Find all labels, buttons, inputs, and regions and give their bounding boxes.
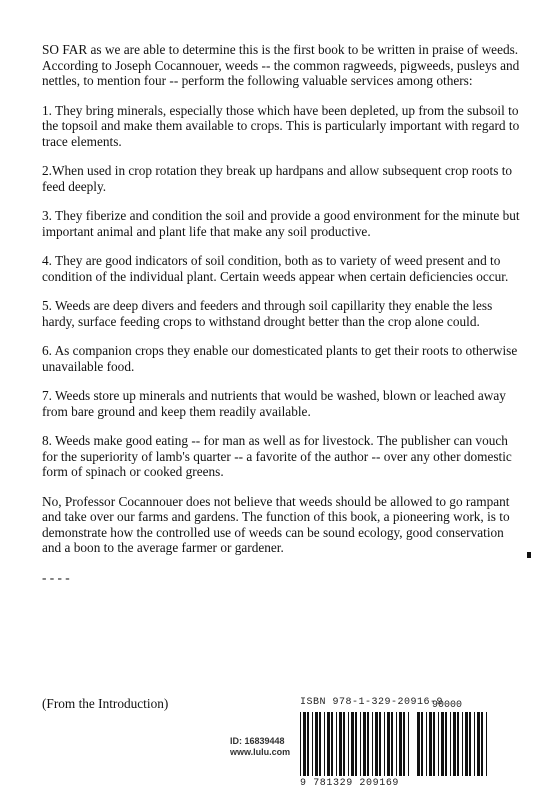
source-note: (From the Introduction) <box>42 696 169 711</box>
barcode-stripe <box>481 712 483 776</box>
publisher-info <box>230 736 290 758</box>
paragraph-3: 3. They fiberize and condition the soil and provide a good environment for the minute but important animal and plant life that make any soil productive. <box>42 208 520 239</box>
barcode-stripe <box>339 712 342 776</box>
barcode-stripe <box>462 712 463 776</box>
barcode-stripe <box>417 712 420 776</box>
barcode-stripe <box>403 712 405 776</box>
barcode-stripe <box>450 712 451 776</box>
paragraph-6: 6. As companion crops they enable our domesticated plants to get their roots to otherwise unavailable food. <box>42 343 518 374</box>
paragraph-5: 5. Weeds are deep divers and feeders and through soil capillarity they enable the less hardy, surface feeding crops to withstand drought better than the crop alone could. <box>42 298 493 329</box>
paragraph-1: 1. They bring minerals, especially those which have been depleted, up from the subsoil to the topsoil and make them available to crops. This is particularly important with regard to trace elements. <box>42 102 520 149</box>
barcode-stripe <box>384 712 385 776</box>
barcode-stripe <box>445 712 447 776</box>
barcode-stripe <box>355 712 357 776</box>
isbn-label: ISBN 978-1-329-20916-9 <box>300 697 444 708</box>
paragraph-2: 2.When used in crop rotation they break up hardpans and allow subsequent crop roots to feed deeply. <box>42 163 513 194</box>
barcode-stripe <box>307 712 309 776</box>
barcode-stripe <box>315 712 318 776</box>
barcode-stripe <box>399 712 402 776</box>
barcode-stripe <box>438 712 439 776</box>
barcode-stripe <box>324 712 325 776</box>
blurb-text <box>42 42 520 617</box>
barcode-stripe <box>351 712 354 776</box>
barcode-stripe <box>426 712 427 776</box>
separator: - - - - <box>42 569 70 585</box>
barcode-stripe <box>312 712 313 776</box>
barcode-stripe <box>474 712 475 776</box>
barcode-stripe <box>375 712 378 776</box>
barcode-stripe <box>367 712 369 776</box>
barcode-stripe <box>343 712 345 776</box>
barcode-stripe <box>429 712 432 776</box>
barcode-stripe <box>303 712 306 776</box>
lulu-id: ID: 16839448 <box>230 736 285 746</box>
crop-mark <box>527 552 531 558</box>
lulu-url: www.lulu.com <box>230 747 291 757</box>
barcode-stripe <box>477 712 480 776</box>
price-barcode-icon <box>417 712 489 776</box>
isbn-barcode-icon <box>300 712 412 776</box>
paragraph-closing: No, Professor Cocannouer does not believe that weeds should be allowed to go rampant and take over our farms and gardens. The function of this book, a pioneering work, is to demonstrate how the controlled use of weeds can be sound ecology, good conservation and a boon to the average farmer or gardener. <box>42 493 510 555</box>
barcode-stripe <box>363 712 366 776</box>
barcode-stripe <box>360 712 361 776</box>
barcode-stripe <box>327 712 330 776</box>
barcode-stripe <box>391 712 393 776</box>
barcode-stripe <box>469 712 471 776</box>
barcode-stripe <box>331 712 333 776</box>
barcode-stripe <box>300 712 301 776</box>
barcode-stripe <box>379 712 381 776</box>
barcode-stripe <box>348 712 349 776</box>
barcode-stripe <box>396 712 397 776</box>
paragraph-4: 4. They are good indicators of soil condition, both as to variety of weed present and to condition of the individual plant. Certain weeds appear when certain deficiencies occur. <box>42 253 509 284</box>
barcode-stripe <box>441 712 444 776</box>
price-code: 90000 <box>432 700 463 711</box>
barcode-stripe <box>336 712 337 776</box>
barcode-stripe <box>408 712 409 776</box>
paragraph-8: 8. Weeds make good eating -- for man as well as for livestock. The publisher can vouch for the superiority of lamb's quarter -- a favorite of the author -- over any other domestic form of spinach or cooked greens. <box>42 433 512 479</box>
paragraph-intro: SO FAR as we are able to determine this is the first book to be written in praise of weeds. According to Joseph Cocannouer, weeds -- the common ragweeds, pigweeds, pusleys and nettles, to mention four -- perform the following valuable services among others: <box>42 42 520 88</box>
barcode-stripe <box>387 712 390 776</box>
barcode-stripe <box>453 712 456 776</box>
barcode-stripe <box>319 712 321 776</box>
barcode-digits: 9 781329 209169 <box>300 778 400 789</box>
barcode-stripe <box>421 712 423 776</box>
barcode-stripe <box>457 712 459 776</box>
paragraph-7: 7. Weeds store up minerals and nutrients that would be washed, blown or leached away from bare ground and keep them readily available. <box>42 388 506 419</box>
barcode-stripe <box>372 712 373 776</box>
barcode-stripe <box>486 712 487 776</box>
barcode-stripe <box>465 712 468 776</box>
barcode-stripe <box>433 712 435 776</box>
